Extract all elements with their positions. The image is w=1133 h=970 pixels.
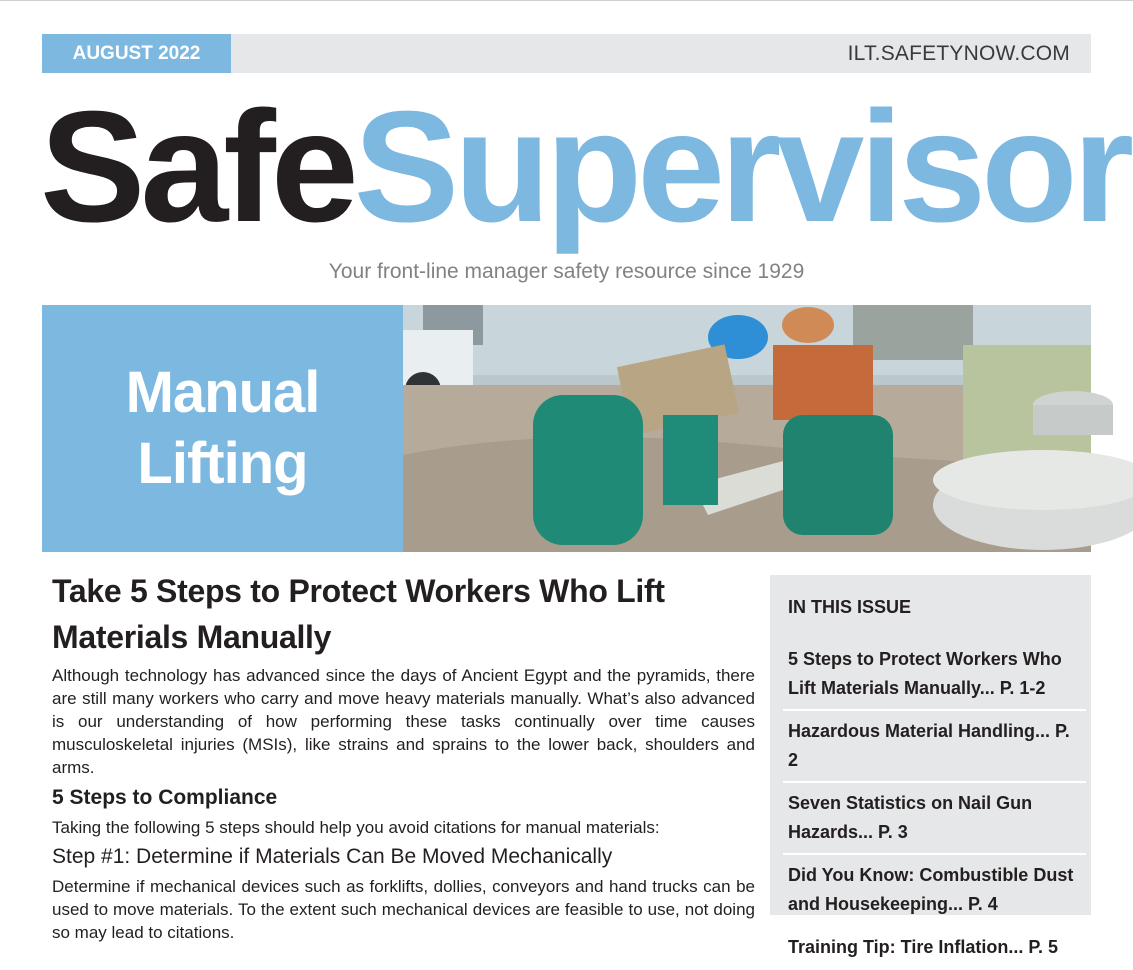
hero-title-line2: Lifting (137, 431, 308, 496)
step1-heading: Step #1: Determine if Materials Can Be Moved Mechanically (52, 845, 613, 868)
lead-article (52, 568, 755, 944)
date-bar (42, 34, 1091, 73)
brand-light: Supervisor (353, 79, 1130, 255)
toc-list (783, 639, 1086, 970)
brand-dark: Safe (40, 79, 354, 255)
step1-body: Determine if mechanical devices such as forklifts, dollies, conveyors and hand trucks can be used to move materials. To the extent such mechanical devices are feasible to use, not doing so may lead to citations. (52, 877, 755, 942)
workers-lifting-illustration (403, 305, 1091, 552)
article-lead: Taking the following 5 steps should help you avoid citations for manual materials: (52, 818, 660, 837)
hero-title-box (42, 305, 403, 552)
toc-item[interactable]: Did You Know: Combustible Dust and Housekeeping... P. 4 (783, 855, 1086, 927)
tagline: Your front-line manager safety resource since 1929 (328, 260, 805, 283)
issue-date: AUGUST 2022 (42, 34, 231, 73)
top-rule (0, 0, 1133, 1)
article-subhead: 5 Steps to Compliance (52, 786, 278, 809)
article-intro: Although technology has advanced since the days of Ancient Egypt and the pyramids, there are still many workers who carry and move heavy materials manually. What’s also advanced is our understanding of how performing these tasks continually over time causes musculoskeletal injuries (MSIs), like strains and sprains to the lower back, shoulders and arms. (52, 666, 755, 777)
hero-title (42, 357, 403, 499)
in-this-issue-panel (770, 575, 1091, 957)
toc-item[interactable]: Training Tip: Tire Inflation... P. 5 (783, 927, 1086, 970)
sidebar-title: IN THIS ISSUE (788, 597, 912, 617)
toc-item[interactable]: Hazardous Material Handling... P. 2 (783, 711, 1086, 783)
hero-photo-workers-lifting (403, 305, 1091, 552)
masthead (40, 79, 1130, 255)
site-url[interactable]: ILT.SAFETYNOW.COM (847, 42, 1070, 65)
hero-title-line1: Manual (125, 360, 320, 425)
article-headline: Take 5 Steps to Protect Workers Who Lift Materials Manually (52, 573, 665, 655)
toc-item[interactable]: Seven Statistics on Nail Gun Hazards... P. 3 (783, 783, 1086, 855)
toc-item[interactable]: 5 Steps to Protect Workers Who Lift Materials Manually... P. 1-2 (783, 639, 1086, 711)
